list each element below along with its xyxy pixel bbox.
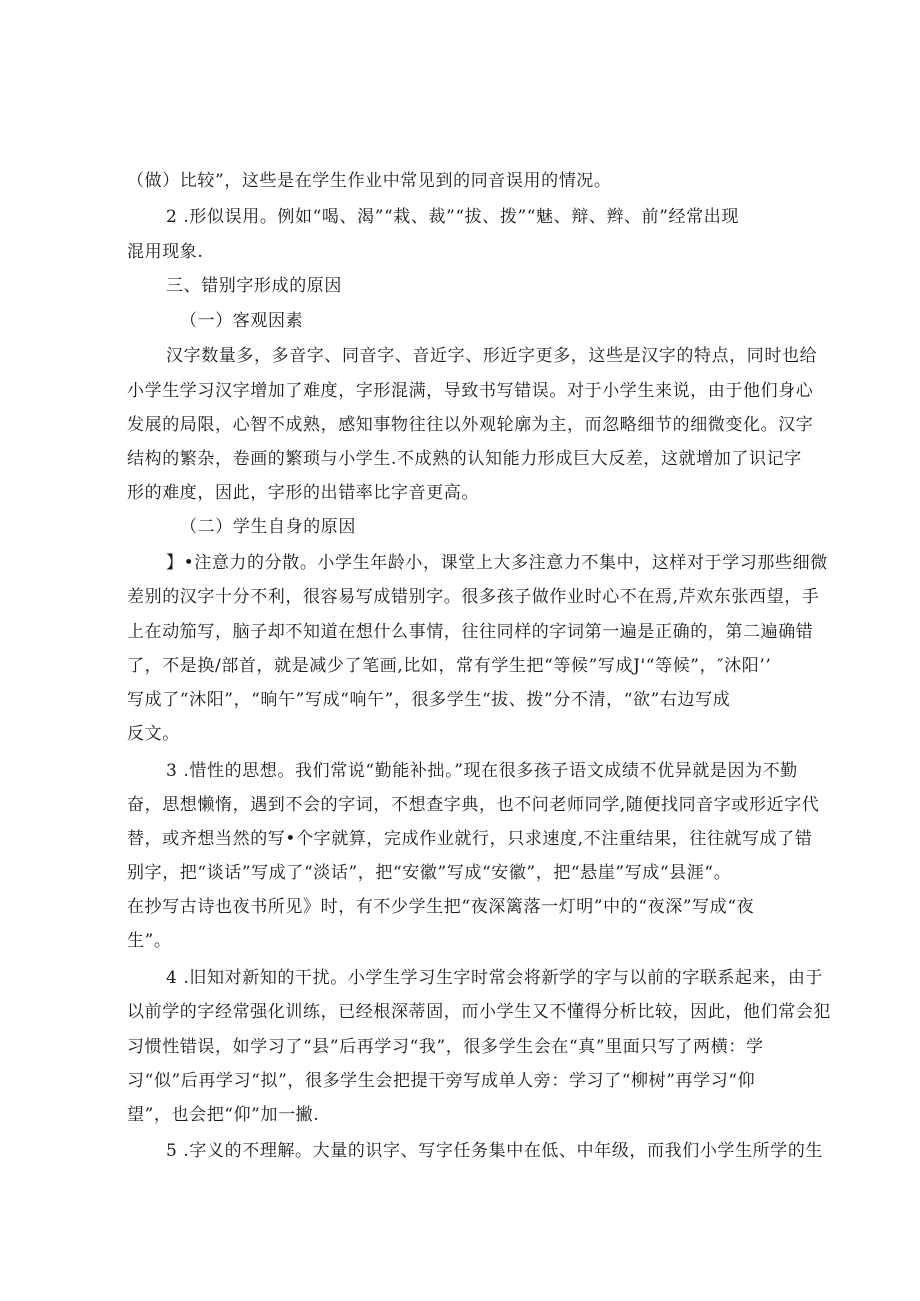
paragraph-line: 4 .旧知对新知的干扰。小学生学习生字时常会将新学的字与以前的字联系起来，由于	[166, 968, 824, 988]
paragraph-line: 别字，把“谈话”写成了“淡话”，把“安徽”写成“安徽”，把“悬崖”写成“县涯“。	[127, 863, 732, 883]
paragraph-line: 替，或齐想当然的写•个字就算，完成作业就行，只求速度,不注重结果，往往就写成了错	[127, 829, 813, 849]
paragraph-line: 小学生学习汉字增加了难度，字形混满，导致书写错误。对于小学生来说，由于他们身心	[127, 381, 814, 401]
paragraph-line: 习惯性错误，如学习了“县”后再学习“我”，很多学生会在“真”里面只写了两横：学	[127, 1037, 764, 1057]
subsection-heading: （一）客观因素	[180, 311, 304, 331]
paragraph-line: 在抄写古诗也夜书所见》时，有不少学生把“夜深篱落一灯明”中的“夜深”写成“夜	[127, 897, 755, 917]
paragraph-line: 】•注意力的分散。小学生年龄小，课堂上大多注意力不集中，这样对于学习那些细微	[166, 553, 828, 573]
paragraph-line: 汉字数量多，多音字、同音字、音近字、形近字更多，这些是汉字的特点，同时也给	[166, 346, 818, 366]
paragraph-line: 了，不是换/部首，就是减少了笔画,比如，常有学生把“等候”写成J'“等候”，″沐阳’’	[127, 656, 772, 676]
subsection-heading: （二）学生自身的原因	[180, 517, 356, 537]
paragraph-line: 写成了“沐阳”，“晌午”写成“响午”，很多学生“拔、拨”分不清，“欲”右边写成	[127, 690, 731, 710]
paragraph-line: 习“似”后再学习“拟”，很多学生会把提干旁写成单人旁：学习了“柳树”再学习“仰	[127, 1071, 756, 1091]
paragraph-line: 上在动笳写，脑子却不知道在想什么事情，往往同样的字词第一遍是正确的，第二遍确错	[127, 622, 814, 642]
paragraph-line: 生”。	[127, 931, 172, 951]
paragraph-line: 望”，也会把“仰”加一撇.	[127, 1105, 320, 1125]
paragraph-line: 以前学的字经常强化训练，已经根深蒂固，而小学生又不懂得分析比较，因此，他们常会犯	[127, 1002, 831, 1022]
paragraph-line: 结构的繁杂，卷画的繁琐与小学生.不成熟的认知能力形成巨大反差，这就增加了识记字	[127, 449, 802, 469]
paragraph-line: 反文。	[127, 724, 180, 744]
paragraph-line: 3 .惜性的思想。我们常说“勤能补拙。”现在很多孩子语文成绩不优异就是因为不勤	[166, 761, 798, 781]
section-heading: 三、错别字形成的原因	[166, 276, 342, 296]
paragraph-line: 2 .形似误用。例如“喝、渴”“栽、裁”“拔、拨”“魅、辩、辫、前”经常出现	[166, 207, 739, 227]
paragraph-line: 混用现象.	[127, 242, 204, 262]
paragraph-line: 奋，思想懒惰，遇到不会的字词，不想查字典，也不问老师同学,随便找同音字或形近字代	[127, 795, 820, 815]
paragraph-line: （做）比较”，这些是在学生作业中常见到的同音误用的情况。	[127, 171, 612, 191]
paragraph-line: 形的难度，因此，字形的出错率比字音更高。	[127, 483, 479, 503]
paragraph-line: 差别的汉字十分不利，很容易写成错别字。很多孩子做作业时心不在焉,芹欢东张西望，手	[127, 587, 820, 607]
paragraph-line: 发展的局限，心智不成熟，感知事物往往以外观轮廓为主，而忽略细节的细微变化。汉字	[127, 415, 814, 435]
paragraph-line: 5 .字义的不理解。大量的识字、写字任务集中在低、中年级，而我们小学生所学的生	[166, 1141, 824, 1161]
